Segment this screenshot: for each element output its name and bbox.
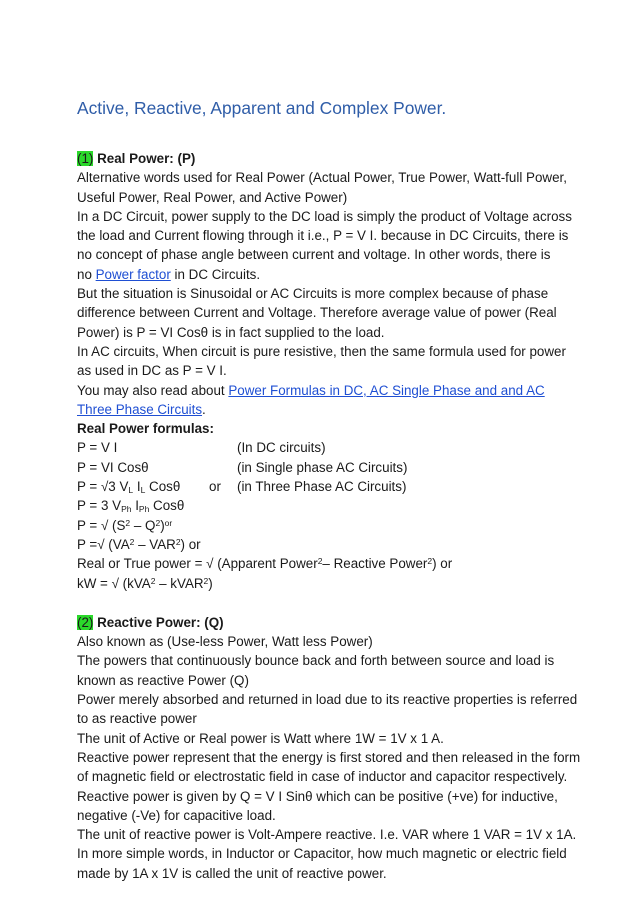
paragraph-line: Alternative words used for Real Power (Actual Power, True Power, Watt-full Power, [77,170,567,186]
paragraph-line: The powers that continuously bounce back and forth between source and load is [77,653,555,669]
paragraph-line: of magnetic field or electrostatic field in case of inductor and capacitor respectively. [77,769,568,785]
paragraph-line: In AC circuits, When circuit is pure resistive, then the same formula used for power [77,343,566,359]
formula-three-phase: P = √3 $V_L$ $I_L$ Cosθ or (in Three Phase AC Circuits) [77,479,407,496]
paragraph-line: to as reactive power [77,711,197,727]
page-title: Active, Reactive, Apparent and Complex Power. [77,98,447,118]
section-1-title: Real Power: (P) [97,151,196,166]
formula-single-phase: P = VI Cosθ (in Single phase AC Circuits) [77,459,408,475]
paragraph-line: no concept of phase angle between current and voltage. In other words, there is [77,247,551,263]
paragraph-line: Power) is P = VI Cosθ is in fact supplied to the load. [77,324,385,340]
paragraph-line: the load and Current flowing through it i.e., P = V I. because in DC Circuits, there is [77,228,569,244]
paragraph-line: Useful Power, Real Power, and Active Power) [77,189,348,205]
formula-kw: kW = √ (kVA$^2$ – kVAR$^2$) [77,575,213,591]
formula-true-power: Real or True power = √ (Apparent Power$^2$– Reactive Power$^2$) or [77,556,453,572]
paragraph-line: Power merely absorbed and returned in load due to its reactive properties is referred [77,692,578,708]
paragraph-line: no Power factor in DC Circuits. [77,266,261,282]
paragraph-line: made by 1A x 1V is called the unit of reactive power. [77,865,387,881]
paragraph-line: Three Phase Circuits. [77,401,206,417]
formula-phase-values: P = 3 $V_{Ph}$ $I_{Ph}$ Cosθ [77,498,185,515]
formulas-heading: Real Power formulas: [77,421,214,437]
paragraph-line: Reactive power represent that the energy is first stored and then released in the form [77,749,581,765]
power-formulas-link-continued[interactable]: Three Phase Circuits [77,401,203,417]
paragraph-line: The unit of Active or Real power is Watt where 1W = 1V x 1 A. [77,730,444,746]
formula-dc: P = V I (In DC circuits) [77,440,326,456]
paragraph-line: The unit of reactive power is Volt-Ampere reactive. I.e. VAR where 1 VAR = 1V x 1A. [77,827,577,843]
paragraph-line: negative (-Ve) for capacitive load. [77,807,276,823]
formula-va: P =√ $(VA^2 - VAR^2)$ or [77,536,201,552]
paragraph-line: Also known as (Use-less Power, Watt less Power) [77,634,373,650]
document-page [77,98,581,883]
paragraph-line: But the situation is Sinusoidal or AC Circuits is more complex because of phase [77,286,549,302]
section-1-number-highlight: (1) [77,151,94,166]
formula-apparent: P = √ $(S^2 - Q^2)^{or}$ [77,517,173,533]
paragraph-line: known as reactive Power (Q) [77,672,249,688]
power-formulas-link[interactable]: Power Formulas in DC, AC Single Phase and and AC [228,382,545,398]
paragraph-line: Reactive power is given by Q = V I Sinθ which can be positive (+ve) for inductive, [77,788,558,804]
section-1-heading [77,149,557,168]
paragraph-line: You may also read about Power Formulas in DC, AC Single Phase and and AC [77,382,545,398]
section-spacer [77,593,557,613]
paragraph-line: In a DC Circuit, power supply to the DC load is simply the product of Voltage across [77,208,572,224]
section-2-heading [77,613,557,632]
section-2-title: Reactive Power: (Q) [97,614,224,630]
power-factor-link[interactable]: Power factor [95,266,171,282]
paragraph-line: difference between Current and Voltage. Therefore average value of power (Real [77,305,557,321]
section-2-number-highlight: (2) [77,614,94,630]
paragraph-line: In more simple words, in Inductor or Capacitor, how much magnetic or electric field [77,846,567,862]
paragraph-line: as used in DC as P = V I. [77,363,227,379]
